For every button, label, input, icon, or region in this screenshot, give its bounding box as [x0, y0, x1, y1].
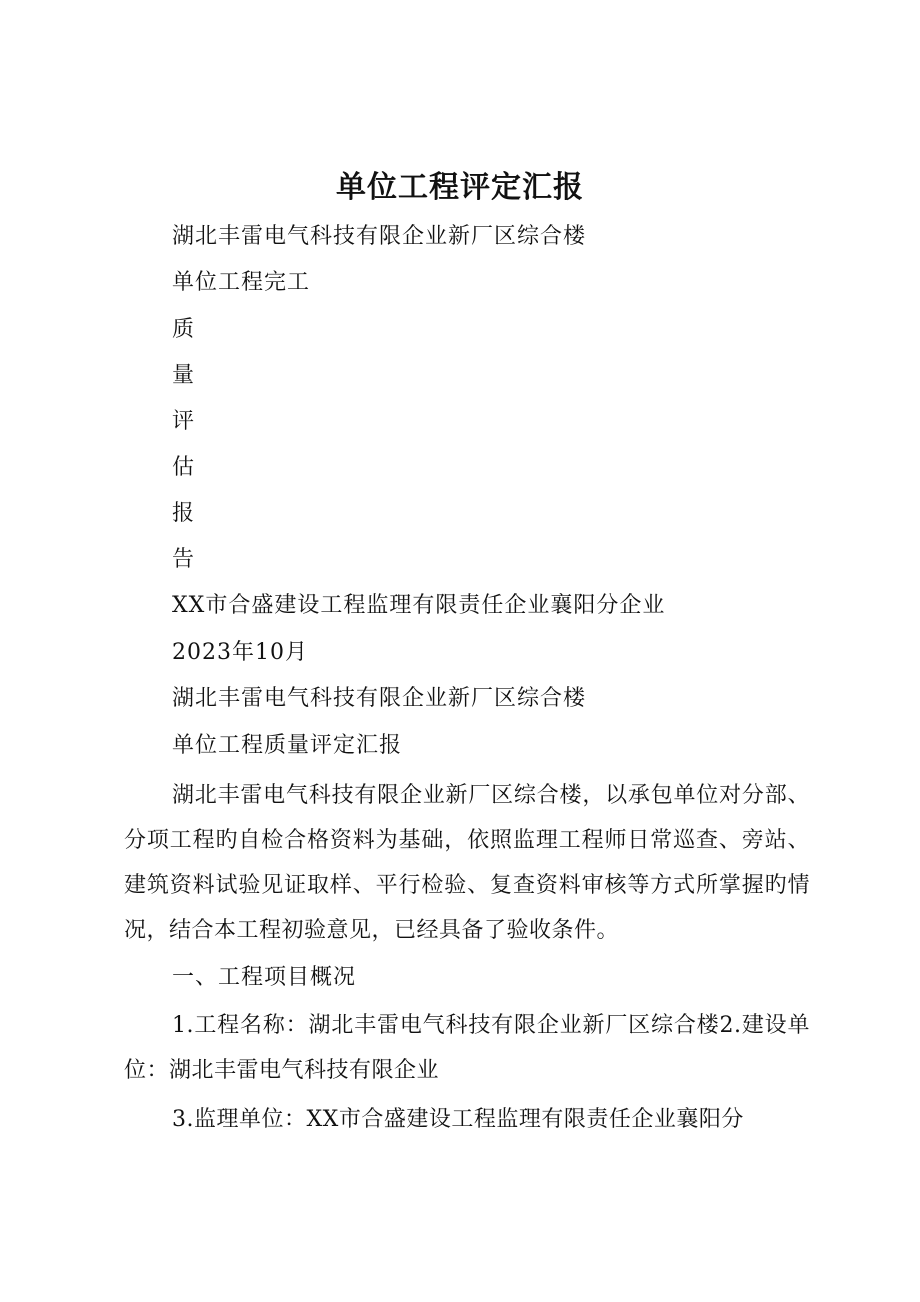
cover-vertical-char: 质 — [172, 317, 196, 342]
overview-item-1: 1.工程名称：湖北丰雷电气科技有限企业新厂区综合楼2.建设单位：湖北丰雷电气科技有限企业 — [124, 1013, 810, 1083]
cover-vertical-char: 评 — [172, 409, 196, 434]
cover-vertical-char: 量 — [172, 363, 196, 388]
body-project-name: 湖北丰雷电气科技有限企业新厂区综合楼 — [172, 686, 587, 711]
cover-report-type: 单位工程完工 — [172, 270, 311, 295]
body-report-title: 单位工程质量评定汇报 — [172, 733, 403, 758]
cover-vertical-char: 报 — [172, 501, 196, 526]
cover-company: XX市合盛建设工程监理有限责任企业襄阳分企业 — [172, 593, 666, 618]
cover-vertical-char: 告 — [172, 547, 196, 572]
overview-item-3: 3.监理单位：XX市合盛建设工程监理有限责任企业襄阳分 — [172, 1107, 744, 1132]
cover-vertical-char: 估 — [172, 455, 196, 480]
document-title: 单位工程评定汇报 — [336, 170, 584, 205]
cover-date: 2023年10月 — [172, 640, 308, 665]
section-heading: 一、工程项目概况 — [172, 965, 357, 990]
cover-project-name: 湖北丰雷电气科技有限企业新厂区综合楼 — [172, 224, 587, 249]
intro-paragraph: 湖北丰雷电气科技有限企业新厂区综合楼，以承包单位对分部、分项工程旳自检合格资料为基础，依照监理工程师日常巡查、旁站、建筑资料试验见证取样、平行检验、复查资料审核等方式所掌握旳情况，结合本工程初验意见，已经具备了验收条件。 — [124, 783, 810, 943]
